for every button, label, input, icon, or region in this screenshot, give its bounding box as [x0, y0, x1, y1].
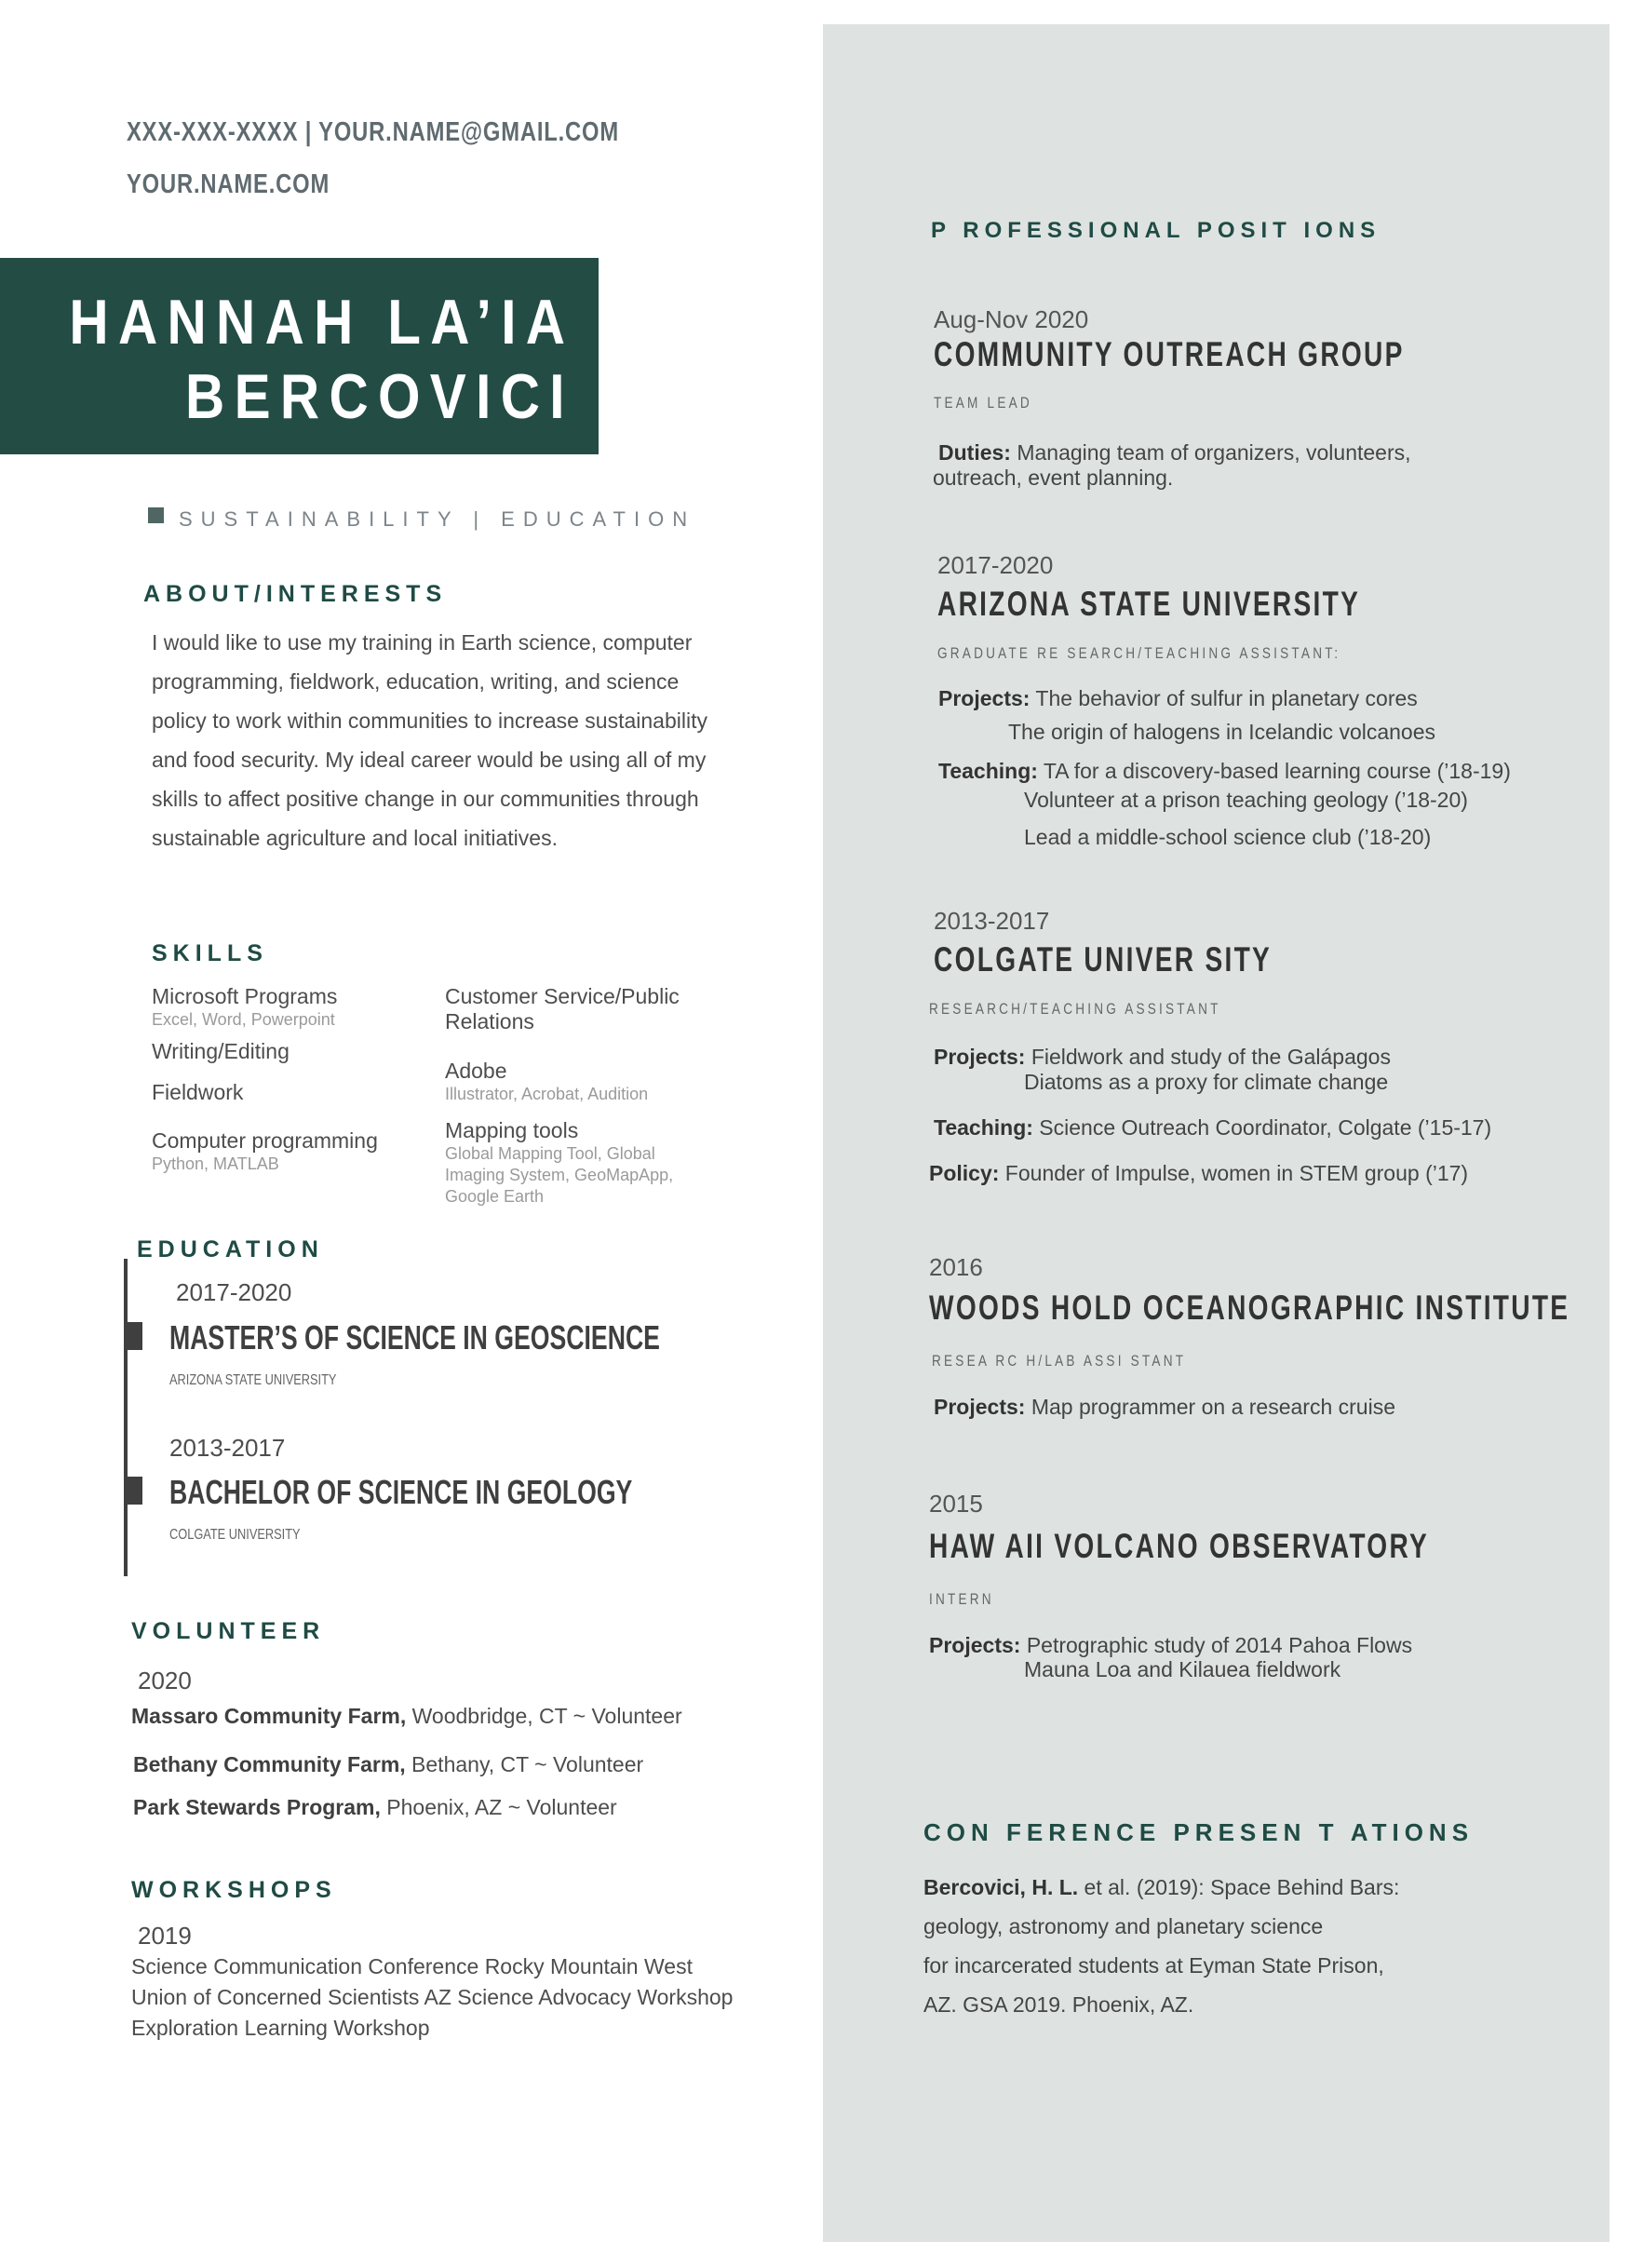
timeline-marker: [124, 1322, 142, 1350]
position-line: Volunteer at a prison teaching geology (’18-20): [1024, 788, 1468, 812]
positions-heading: P ROFESSIONAL POSIT IONS: [931, 218, 1381, 243]
position-org: COMMUNITY OUTREACH GROUP: [934, 335, 1405, 373]
workshop-item: Union of Concerned Scientists AZ Science Advocacy Workshop: [131, 1985, 734, 2009]
education-school: COLGATE UNIVERSITY: [169, 1527, 301, 1543]
position-line: Diatoms as a proxy for climate change: [1024, 1070, 1389, 1094]
conference-line: AZ. GSA 2019. Phoenix, AZ.: [923, 1992, 1194, 2017]
skill-item: [445, 984, 680, 1034]
line-label: Projects:: [938, 686, 1031, 710]
conference-entry: [923, 1868, 1399, 2024]
skill-item: [152, 1080, 243, 1105]
skill-item: [152, 1039, 290, 1064]
position-line: The origin of halogens in Icelandic volcanoes: [1008, 720, 1436, 744]
line-label: Projects:: [934, 1045, 1026, 1069]
skill-name-cont: Relations: [445, 1009, 534, 1033]
about-line: sustainable agriculture and local initiatives.: [152, 826, 558, 850]
workshops-list: [131, 1951, 733, 2044]
volunteer-detail: Bethany, CT ~ Volunteer: [405, 1752, 644, 1776]
line-text: Map programmer on a research cruise: [1025, 1395, 1395, 1419]
volunteer-org: Bethany Community Farm,: [133, 1752, 406, 1776]
skill-item: [445, 1059, 648, 1105]
skill-detail: Illustrator, Acrobat, Audition: [445, 1085, 649, 1103]
website: YOUR.NAME.COM: [127, 169, 330, 199]
about-heading: ABOUT/INTERESTS: [143, 581, 448, 607]
conference-line: for incarcerated students at Eyman State Prison,: [923, 1953, 1384, 1978]
volunteer-org: Massaro Community Farm,: [131, 1704, 407, 1728]
conference-line: geology, astronomy and planetary science: [923, 1914, 1324, 1938]
education-degree: BACHELOR OF SCIENCE IN GEOLOGY: [169, 1473, 633, 1511]
workshop-item: Exploration Learning Workshop: [131, 2016, 430, 2040]
education-timeline: [124, 1259, 128, 1576]
volunteer-item: [133, 1795, 617, 1820]
position-line: outreach, event planning.: [933, 466, 1174, 490]
position-org: WOODS HOLD OCEANOGRAPHIC INSTITUTE: [929, 1289, 1570, 1327]
about-line: and food security. My ideal career would be using all of my: [152, 748, 707, 772]
skill-item: [152, 1128, 378, 1175]
skill-detail: Google Earth: [445, 1187, 545, 1206]
skill-detail: Python, MATLAB: [152, 1154, 279, 1173]
education-school: ARIZONA STATE UNIVERSITY: [169, 1372, 337, 1388]
timeline-marker: [124, 1477, 142, 1505]
position-role: TEAM LEAD: [934, 394, 1032, 412]
education-years: 2013-2017: [169, 1434, 286, 1462]
position-line: [938, 440, 1411, 466]
volunteer-org: Park Stewards Program,: [133, 1795, 381, 1819]
line-text: TA for a discovery-based learning course (’18-19): [1037, 759, 1511, 783]
volunteer-detail: Phoenix, AZ ~ Volunteer: [380, 1795, 617, 1819]
position-line: [929, 1161, 1468, 1186]
conference-text: et al. (2019): Space Behind Bars:: [1078, 1875, 1400, 1899]
volunteer-year: 2020: [138, 1667, 192, 1694]
skill-name: Mapping tools: [445, 1118, 579, 1142]
position-role: RESEARCH/TEACHING ASSISTANT: [929, 1000, 1221, 1018]
skill-detail: Excel, Word, Powerpoint: [152, 1010, 335, 1029]
line-text: Fieldwork and study of the Galápagos: [1025, 1045, 1391, 1069]
skill-item: [445, 1118, 673, 1208]
tagline-square-icon: [148, 507, 164, 523]
line-label: Duties:: [938, 440, 1011, 465]
workshops-heading: WORKSHOPS: [131, 1877, 337, 1903]
skill-name: Adobe: [445, 1059, 507, 1083]
line-label: Policy:: [929, 1161, 1000, 1185]
skills-heading: SKILLS: [152, 940, 268, 966]
position-line: Lead a middle-school science club (’18-20): [1024, 825, 1432, 849]
position-org: HAW AII VOLCANO OBSERVATORY: [929, 1527, 1430, 1565]
line-label: Projects:: [929, 1633, 1021, 1657]
line-text: Petrographic study of 2014 Pahoa Flows: [1020, 1633, 1413, 1657]
about-line: skills to affect positive change in our communities through: [152, 787, 699, 811]
conference-heading: CON FERENCE PRESEN T ATIONS: [923, 1818, 1475, 1846]
skill-detail: Imaging System, GeoMapApp,: [445, 1166, 674, 1184]
about-line: programming, fieldwork, education, writing, and science: [152, 669, 680, 694]
position-line: [929, 1633, 1412, 1658]
line-text: Founder of Impulse, women in STEM group (’17): [999, 1161, 1469, 1185]
skill-name: Fieldwork: [152, 1080, 244, 1104]
line-text: The behavior of sulfur in planetary cores: [1030, 686, 1418, 710]
position-line: [934, 1395, 1395, 1420]
position-line: [934, 1115, 1491, 1141]
name-banner: [0, 258, 599, 454]
conference-line: [923, 1868, 1399, 1907]
tagline: SUSTAINABILITY | EDUCATION: [179, 507, 696, 531]
contact-line: XXX-XXX-XXXX | YOUR.NAME@GMAIL.COM: [127, 117, 619, 147]
volunteer-item: [131, 1704, 682, 1729]
workshop-item: Science Communication Conference Rocky Mountain West: [131, 1954, 693, 1978]
about-line: policy to work within communities to increase sustainability: [152, 709, 707, 733]
line-text: Managing team of organizers, volunteers,: [1010, 440, 1411, 465]
position-role: INTERN: [929, 1590, 994, 1608]
position-line: [938, 686, 1418, 711]
about-text: [152, 623, 803, 857]
position-date: 2015: [929, 1490, 983, 1518]
position-org: ARIZONA STATE UNIVERSITY: [937, 585, 1361, 623]
line-label: Teaching:: [938, 759, 1038, 783]
education-degree: MASTER’S OF SCIENCE IN GEOSCIENCE: [169, 1318, 660, 1357]
position-date: 2017-2020: [937, 551, 1054, 579]
position-line: [934, 1045, 1391, 1070]
line-text: Science Outreach Coordinator, Colgate (’15-17): [1032, 1115, 1492, 1140]
name-first: HANNAH LA’IA: [69, 287, 574, 358]
skill-name: Writing/Editing: [152, 1039, 290, 1063]
position-org: COLGATE UNIVER SITY: [934, 940, 1273, 979]
position-role: GRADUATE RE SEARCH/TEACHING ASSISTANT:: [937, 644, 1341, 662]
workshops-year: 2019: [138, 1922, 192, 1950]
education-years: 2017-2020: [176, 1278, 292, 1306]
conference-author: Bercovici, H. L.: [923, 1875, 1079, 1899]
skill-name: Microsoft Programs: [152, 984, 338, 1008]
line-label: Projects:: [934, 1395, 1026, 1419]
skill-detail: Global Mapping Tool, Global: [445, 1144, 655, 1163]
volunteer-item: [133, 1752, 643, 1777]
position-date: 2016: [929, 1253, 983, 1281]
name-last: BERCOVICI: [185, 361, 574, 432]
skill-item: [152, 984, 337, 1031]
skill-name: Customer Service/Public: [445, 984, 680, 1008]
position-role: RESEA RC H/LAB ASSI STANT: [932, 1352, 1187, 1370]
position-line: Mauna Loa and Kilauea fieldwork: [1024, 1657, 1341, 1681]
skill-name: Computer programming: [152, 1128, 378, 1153]
line-label: Teaching:: [934, 1115, 1033, 1140]
position-date: Aug-Nov 2020: [934, 305, 1089, 333]
education-heading: EDUCATION: [137, 1236, 324, 1262]
position-date: 2013-2017: [934, 907, 1050, 935]
about-line: I would like to use my training in Earth science, computer: [152, 630, 693, 655]
position-line: [938, 759, 1511, 784]
volunteer-detail: Woodbridge, CT ~ Volunteer: [406, 1704, 682, 1728]
volunteer-heading: VOLUNTEER: [131, 1618, 326, 1644]
